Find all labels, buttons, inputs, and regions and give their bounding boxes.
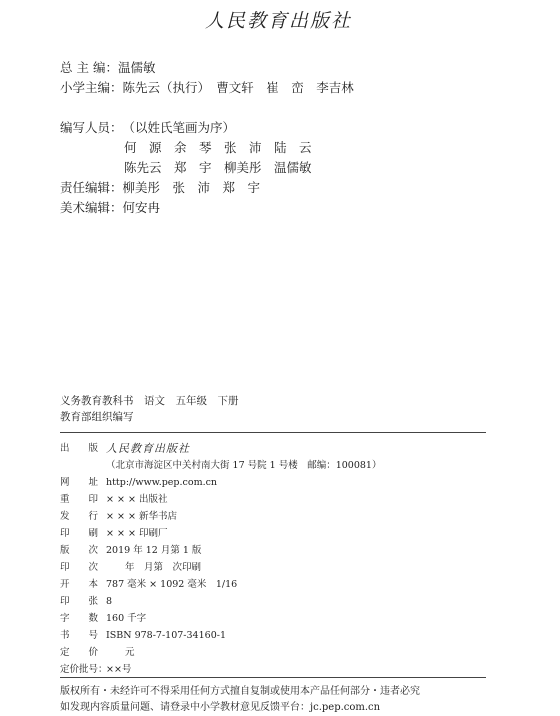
primary-editor-value: 陈先云（执行） 曹文轩 崔 峦 李吉林 bbox=[122, 80, 354, 95]
pub-label: 定 价 bbox=[60, 647, 99, 658]
pub-label: 发 行 bbox=[60, 511, 99, 522]
book-series: 义务教育教科书 语文 五年级 下册 bbox=[60, 395, 239, 407]
pub-label: 重 印 bbox=[60, 494, 99, 505]
pub-value: ××号 bbox=[106, 664, 132, 675]
pub-value: 年 月第 次印刷 bbox=[106, 562, 202, 573]
pub-value: （北京市海淀区中关村南大街 17 号院 1 号楼 邮编：100081） bbox=[106, 460, 382, 471]
responsible-editor-value: 柳美彤 张 沛 郑 宇 bbox=[122, 180, 261, 195]
copyright-line-2: 如发现内容质量问题、请登录中小学教材意见反馈平台：jc.pep.com.cn bbox=[60, 702, 381, 713]
pub-value: 8 bbox=[106, 596, 113, 607]
writers-note: （以姓氏笔画为序） bbox=[122, 120, 236, 135]
primary-editor-row bbox=[60, 80, 354, 96]
pub-label: 开 本 bbox=[60, 579, 99, 590]
pub-label: 印 次 bbox=[60, 562, 99, 573]
pub-value: 人民教育出版社 bbox=[106, 442, 190, 455]
divider-bottom bbox=[60, 677, 486, 678]
pub-label: 版 次 bbox=[60, 545, 99, 556]
pub-value: 2019 年 12 月第 1 版 bbox=[106, 545, 202, 556]
book-organizer: 教育部组织编写 bbox=[60, 411, 134, 423]
pub-value: × × × 新华书店 bbox=[106, 511, 177, 522]
art-editor-label: 美术编辑： bbox=[60, 200, 123, 215]
pub-value: 元 bbox=[106, 647, 135, 658]
writers-label: 编写人员： bbox=[60, 120, 123, 135]
writers-line-2: 陈先云 郑 宇 柳美彤 温儒敏 bbox=[124, 160, 312, 175]
pub-label: 书 号 bbox=[60, 630, 99, 641]
writers-line-1: 何 源 余 琴 张 沛 陆 云 bbox=[124, 140, 312, 155]
chief-editor-row bbox=[60, 60, 155, 76]
copyright-line-1: 版权所有・未经许可不得采用任何方式擅自复制或使用本产品任何部分・违者必究 bbox=[60, 686, 420, 697]
pub-label: 印 刷 bbox=[60, 528, 99, 539]
copyright-notice bbox=[60, 684, 490, 716]
pub-label: 网 址 bbox=[60, 477, 99, 488]
writers-row bbox=[60, 120, 235, 136]
chief-editor-value: 温儒敏 bbox=[117, 60, 156, 75]
responsible-editor-label: 责任编辑： bbox=[60, 180, 123, 195]
responsible-editor-row bbox=[60, 180, 260, 196]
pub-value: 787 毫米 × 1092 毫米 1/16 bbox=[106, 579, 238, 590]
pub-label: 字 数 bbox=[60, 613, 99, 624]
chief-editor-label: 总 主 编： bbox=[60, 60, 118, 75]
divider-top bbox=[60, 432, 486, 433]
primary-editor-label: 小学主编： bbox=[60, 80, 123, 95]
pub-value: 160 千字 bbox=[106, 613, 147, 624]
publisher-logo: 人民教育出版社 bbox=[205, 10, 353, 32]
pub-label: 定价批号： bbox=[60, 664, 108, 675]
pub-value: http://www.pep.com.cn bbox=[106, 477, 218, 488]
pub-label: 印 张 bbox=[60, 596, 99, 607]
pub-value: ISBN 978-7-107-34160-1 bbox=[106, 630, 226, 641]
pub-value: × × × 出版社 bbox=[106, 494, 168, 505]
pub-value: × × × 印刷厂 bbox=[106, 528, 168, 539]
art-editor-row bbox=[60, 200, 160, 216]
pub-label: 出 版 bbox=[60, 443, 99, 454]
art-editor-value: 何安冉 bbox=[122, 200, 161, 215]
